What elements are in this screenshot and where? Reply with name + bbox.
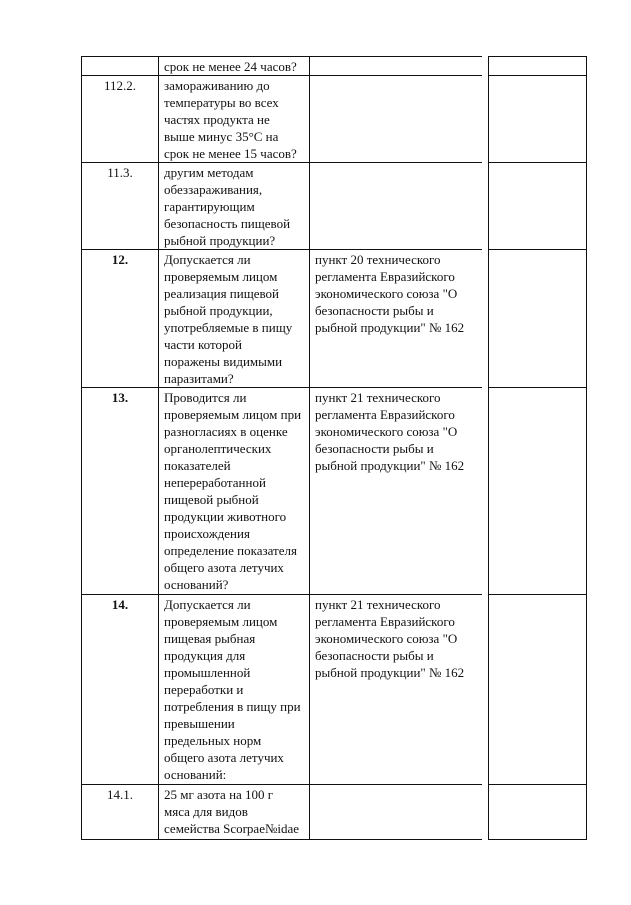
item-number: 12. [82,250,159,388]
item-number: 14. [82,595,159,785]
item-number [82,57,159,76]
requirement-question: 25 мг азота на 100 г мяса для видов семейства Scorpae№idae [159,785,310,840]
checklist-table [81,56,587,840]
requirement-question: другим методам обеззараживания, гарантирующим безопасность пищевой рыбной продукции? [159,163,310,250]
answer-cell[interactable] [489,57,587,76]
legal-reference: пункт 21 технического регламента Евразийского экономического союза "О безопасности рыбы и рыбной продукции" № 162 [310,388,482,595]
table-row [82,595,587,785]
column-gap [482,785,489,840]
answer-cell[interactable] [489,595,587,785]
item-number: 11.3. [82,163,159,250]
item-number: 14.1. [82,785,159,840]
answer-cell[interactable] [489,163,587,250]
requirement-question: срок не менее 24 часов? [159,57,310,76]
table-row [82,250,587,388]
column-gap [482,388,489,595]
answer-cell[interactable] [489,76,587,163]
requirement-question: Проводится ли проверяемым лицом при разногласиях в оценке органолептических показателей непереработанной пищевой рыбной продукции животного происхождения определение показателя общего азота летучих оснований? [159,388,310,595]
legal-reference [310,785,482,840]
item-number: 13. [82,388,159,595]
answer-cell[interactable] [489,785,587,840]
legal-reference [310,163,482,250]
table-row [82,57,587,76]
column-gap [482,250,489,388]
answer-cell[interactable] [489,388,587,595]
answer-cell[interactable] [489,250,587,388]
item-number: 112.2. [82,76,159,163]
legal-reference [310,76,482,163]
legal-reference [310,57,482,76]
table-row [82,785,587,840]
table-row [82,163,587,250]
column-gap [482,57,489,76]
table-row [82,388,587,595]
table-row [82,76,587,163]
legal-reference: пункт 21 технического регламента Евразийского экономического союза "О безопасности рыбы и рыбной продукции" № 162 [310,595,482,785]
requirement-question: Допускается ли проверяемым лицом пищевая рыбная продукция для промышленной переработки и потребления в пищу при превышении предельных норм общего азота летучих оснований: [159,595,310,785]
column-gap [482,595,489,785]
legal-reference: пункт 20 технического регламента Евразийского экономического союза "О безопасности рыбы и рыбной продукции" № 162 [310,250,482,388]
column-gap [482,76,489,163]
requirement-question: замораживанию до температуры во всех частях продукта не выше минус 35°С на срок не менее 15 часов? [159,76,310,163]
requirement-question: Допускается ли проверяемым лицом реализация пищевой рыбной продукции, употребляемые в пищу части которой поражены видимыми паразитами? [159,250,310,388]
column-gap [482,163,489,250]
